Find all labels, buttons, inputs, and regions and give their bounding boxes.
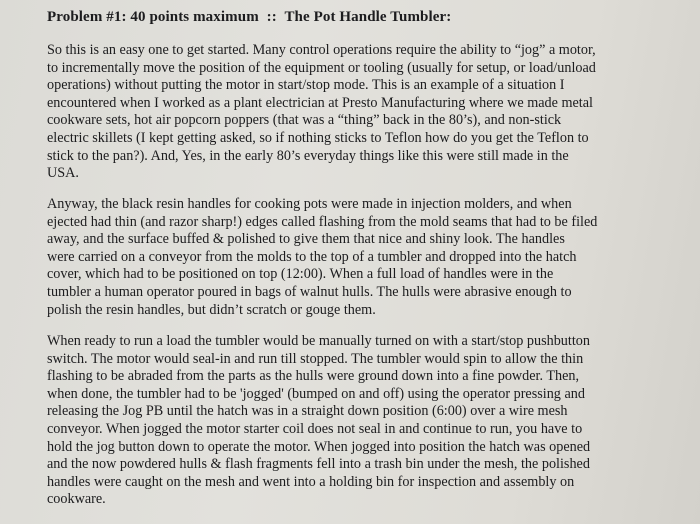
text-line: away, and the surface buffed & polished to give them that nice and shiny look. The handles bbox=[47, 231, 565, 248]
text-line: When ready to run a load the tumbler would be manually turned on with a start/stop pushbutton bbox=[47, 333, 590, 349]
text-line: hold the jog button down to operate the motor. When jogged into position the hatch was opened bbox=[47, 438, 591, 455]
paragraph-handles bbox=[47, 196, 647, 319]
problem-heading bbox=[47, 9, 451, 26]
text-line: flashing to be abraded from the parts as the hulls were ground down into a fine powder. Then, bbox=[47, 368, 580, 385]
text-line: and the now powdered hulls & flash fragments fell into a trash bin under the mesh, the polished bbox=[47, 456, 590, 473]
text-line: encountered when I worked as a plant electrician at Presto Manufacturing where we made metal bbox=[47, 94, 593, 111]
text-line: Anyway, the black resin handles for cooking pots were made in injection molders, and when bbox=[47, 196, 572, 212]
text-line: ejected had thin (and razor sharp!) edges called flashing from the mold seams that had to be filed bbox=[47, 213, 598, 230]
heading-separator: :: bbox=[266, 9, 277, 25]
text-line: handles were caught on the mesh and went into a holding bin for inspection and assembly on bbox=[47, 473, 575, 490]
paragraph-jog-operation bbox=[47, 333, 647, 509]
problem-label: Problem #1: 40 points maximum bbox=[47, 9, 259, 25]
text-line: electric skillets (I kept getting asked, so if nothing sticks to Teflon how do you get the Teflon to bbox=[47, 129, 589, 146]
text-line: releasing the Jog PB until the hatch was in a straight down position (6:00) over a wire mesh bbox=[47, 403, 568, 420]
paragraph-intro bbox=[47, 42, 647, 183]
text-line: So this is an easy one to get started. Many control operations require the ability to “jog” a motor, bbox=[47, 42, 596, 58]
text-line: cookware. bbox=[47, 491, 106, 508]
text-line: polish the resin handles, but didn’t scratch or gouge them. bbox=[47, 301, 376, 318]
text-line: conveyor. When jogged the motor starter coil does not seal in and continue to run, you have to bbox=[47, 420, 583, 437]
text-line: to incrementally move the position of the equipment or tooling (usually for setup, or load/unload bbox=[47, 59, 596, 76]
text-line: tumbler a human operator poured in bags of walnut hulls. The hulls were abrasive enough to bbox=[47, 283, 572, 300]
text-line: stick to the pan?). And, Yes, in the early 80’s everyday things like this were still made in the bbox=[47, 147, 569, 164]
text-line: cover, which had to be positioned on top (12:00). When a full load of handles were in the bbox=[47, 266, 554, 283]
text-line: cookware sets, hot air popcorn poppers (that was a “thing” back in the 80’s), and non-stick bbox=[47, 112, 562, 129]
text-line: USA. bbox=[47, 165, 79, 182]
text-line: switch. The motor would seal-in and run till stopped. The tumbler would spin to allow the thin bbox=[47, 350, 584, 367]
text-line: operations) without putting the motor in start/stop mode. This is an example of a situation I bbox=[47, 77, 565, 94]
text-line: when done, the tumbler had to be 'jogged' (bumped on and off) using the operator pressing and bbox=[47, 385, 585, 402]
problem-title: The Pot Handle Tumbler: bbox=[284, 9, 452, 25]
text-line: were carried on a conveyor from the molds to the top of a tumbler and dropped into the hatch bbox=[47, 248, 577, 265]
